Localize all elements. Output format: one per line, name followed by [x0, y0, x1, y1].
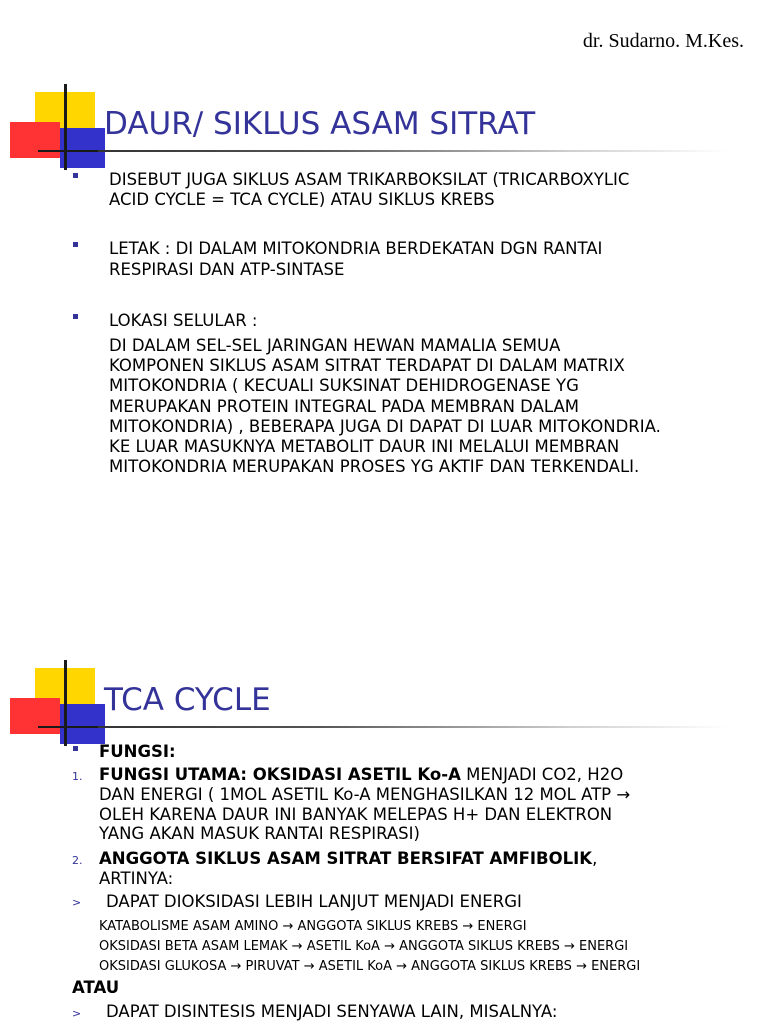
item-2-bold: ANGGOTA SIKLUS ASAM SITRAT BERSIFAT AMFIBOLIK [99, 849, 593, 868]
item-1-line-2: DAN ENERGI ( 1MOL ASETIL Ko-A MENGHASILKAN 12 MOL ATP → [99, 785, 631, 804]
item-1-line-4: YANG AKAN MASUK RANTAI RESPIRASI) [99, 824, 420, 843]
paragraph-line: MERUPAKAN PROTEIN INTEGRAL PADA MEMBRAN DALAM [109, 397, 579, 416]
slide2-title-rule [98, 726, 728, 728]
item-1-line-1 [99, 765, 623, 786]
item-1-number: 1. [72, 770, 83, 783]
sub-point-1: DAPAT DIOKSIDASI LEBIH LANJUT MENJADI ENERGI [106, 892, 522, 911]
slide2-title: TCA CYCLE [104, 682, 271, 718]
arrow-bullet-icon: > [72, 896, 82, 909]
arrow-bullet-icon: > [72, 1007, 82, 1020]
paragraph-line: KOMPONEN SIKLUS ASAM SITRAT TERDAPAT DI DALAM MATRIX [109, 356, 625, 375]
bullet-2-line-1: LETAK : DI DALAM MITOKONDRIA BERDEKATAN DGN RANTAI [109, 239, 603, 258]
bullet-1-line-2: ACID CYCLE = TCA CYCLE) ATAU SIKLUS KREBS [109, 190, 495, 209]
item-1-line-3: OLEH KARENA DAUR INI BANYAK MELEPAS H+ DAN ELEKTRON [99, 805, 613, 824]
fungsi-label: FUNGSI: [99, 742, 176, 761]
bullet-1-line-1: DISEBUT JUGA SIKLUS ASAM TRIKARBOKSILAT (TRICARBOXYLIC [109, 170, 630, 189]
item-1-rest: MENJADI CO2, H2O [460, 765, 624, 784]
bullet-3-line-1: LOKASI SELULAR : [109, 311, 258, 330]
item-1-bold: FUNGSI UTAMA: OKSIDASI ASETIL Ko-A [99, 765, 461, 784]
paragraph-line: MITOKONDRIA MERUPAKAN PROSES YG AKTIF DAN TERKENDALI. [109, 457, 640, 476]
bullet-marker [73, 746, 78, 751]
author-name: dr. Sudarno. M.Kes. [582, 30, 744, 52]
bullet-2-line-2: RESPIRASI DAN ATP-SINTASE [109, 260, 345, 279]
bullet-marker [73, 314, 78, 319]
vertical-line [64, 84, 67, 170]
item-2-line-1 [99, 849, 597, 870]
item-2-rest: , [592, 849, 598, 868]
red-square [10, 122, 60, 158]
red-square [10, 698, 60, 734]
bullet-marker [73, 242, 78, 247]
paragraph-line: KE LUAR MASUKNYA METABOLIT DAUR INI MELALUI MEMBRAN [109, 437, 620, 456]
atau-label: ATAU [72, 978, 120, 997]
slide1-title-rule [98, 150, 728, 152]
vertical-line [64, 660, 67, 746]
slide1-title: DAUR/ SIKLUS ASAM SITRAT [104, 106, 536, 142]
example-line: OKSIDASI GLUKOSA → PIRUVAT → ASETIL KoA → ANGGOTA SIKLUS KREBS → ENERGI [99, 959, 641, 974]
bullet-marker [73, 173, 78, 178]
example-line: KATABOLISME ASAM AMINO → ANGGOTA SIKLUS KREBS → ENERGI [99, 919, 527, 934]
item-2-number: 2. [72, 854, 83, 867]
paragraph-line: DI DALAM SEL-SEL JARINGAN HEWAN MAMALIA SEMUA [109, 336, 561, 355]
sub-point-2: DAPAT DISINTESIS MENJADI SENYAWA LAIN, MISALNYA: [106, 1002, 558, 1021]
paragraph-line: MITOKONDRIA) , BEBERAPA JUGA DI DAPAT DI LUAR MITOKONDRIA. [109, 417, 661, 436]
item-2-line-2: ARTINYA: [99, 869, 174, 888]
example-line: OKSIDASI BETA ASAM LEMAK → ASETIL KoA → ANGGOTA SIKLUS KREBS → ENERGI [99, 939, 629, 954]
paragraph-line: MITOKONDRIA ( KECUALI SUKSINAT DEHIDROGENASE YG [109, 376, 579, 395]
